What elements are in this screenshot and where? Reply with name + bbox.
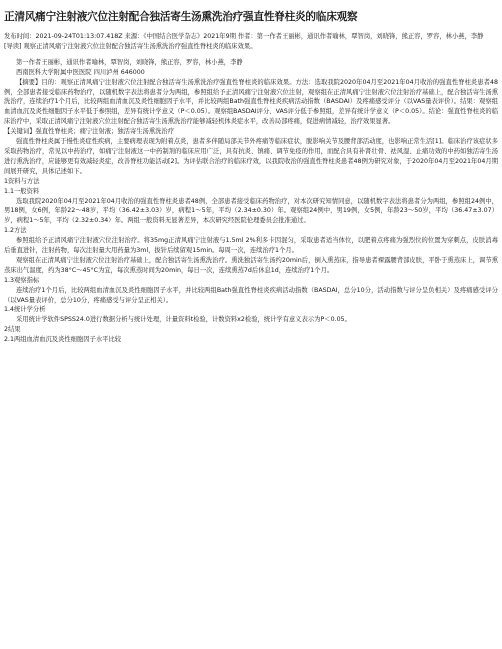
body-paragraph: 连续治疗1个月后，比较两组血清血沉及炎性细胞因子水平，并比较两组Bath强直性脊柱炎疾病活动指数（BASDAI，总分10分，活动指数与评分呈负相关）及疼痛感受评分（以VAS量表评价，总分10分，疼痛感受与评分呈正相关）。 bbox=[4, 286, 498, 304]
body-paragraph: 采用统计学软件SPSS24.0进行数据分析与统计处理，计量资料t检验，计数资料x2检验，统计学有意义表示为P＜0.05。 bbox=[16, 316, 351, 324]
abstract-paragraph: 【摘要】目的：观察正清风痛宁注射液穴位注射配合独活寄生汤熏洗治疗强直性脊柱炎的临床效果。方法：选取我院2020年04月至2021年04月收治的强直性脊柱炎患者48例，全部患者接受临床药物治疗，以随机数字表法将患者分为两组，参照组给予正清风痛宁注射液穴位注射，观察组在正清风痛宁注射液穴位注射治疗基础上，配合独活寄生汤熏洗治疗，连续治疗1个月后，比较两组血清血沉及炎性细胞因子水平，并比较两组Bath强直性脊柱炎疾病活动指数（BASDAI）及疼痛感受评分（以VAS量表评价）。结果：观察组血清血沉及炎性细胞因子水平低于参照组，差异有统计学意义（P＜0.05）。观察组BASDAI评分、VAS评分低于参照组，差异有统计学意义（P＜0.05）。结论：强直性脊柱炎的临床治疗中，采取正清风痛宁注射液穴位注射配合独活寄生汤熏洗治疗能够减轻机体炎症水平，改善局部疼痛，促进病情减轻，治疗效果显著。 bbox=[4, 78, 498, 126]
publish-meta: 发布时间：2021-09-24T01:13:07.418Z 来源：《中国结合医学杂志》2021年9期 作者：第一作者王丽彬，通讯作者喻林，覃智岗，刘晓锋，熊正容，罗容，林小燕，李静 bbox=[4, 33, 484, 40]
guide-line: [导读] 观察正清风痛宁注射液穴位注射配合独活寄生汤熏洗治疗强直性脊柱炎的临床效果。 bbox=[4, 42, 257, 50]
section-heading: 1资料与方法 bbox=[4, 177, 40, 185]
body-paragraph: 参照组给予正清风痛宁注射液穴位注射治疗。将35mg正清风痛宁注射液与1.5ml 2%利多卡因混匀，采取患者适当体位，以肥着点疼痛为强烈位的位置为穿刺点，皮肤消毒后垂直进针，注射药物，每次注射量大用药量为3ml，拔针后续留观15min。每周一次，连续治疗1个月。 bbox=[4, 237, 498, 255]
author-line: 第一作者王丽彬，通讯作者喻林，覃智岗，刘晓锋，熊正容，罗容，林小燕，李静 bbox=[16, 58, 243, 66]
subsection-heading: 1.1一般资料 bbox=[4, 187, 40, 195]
body-paragraph: 选取我院2020年04月至2021年04月收治的强直性脊柱炎患者48例，全部患者接受临床药物治疗，对本次研究知情同意，以随机数字表法将患者分为两组，参照组24例中，男18例，女6例，年龄22～48岁，平均（36.42±3.03）岁，病程1～5年，平均（2.34±0.30）年。观察组24例中，男19例，女5例，年龄23～50岁，平均（36.47±3.07）岁，病程1～5年，平均（2.32±0.34）年。两组一般资料无显著差异，本次研究经医院伦理委员会批准通过。 bbox=[4, 197, 498, 225]
section-heading: 2结果 bbox=[4, 326, 21, 334]
intro-paragraph: 强直性脊柱炎属于慢性炎症性疾病，主要病理表现为附着点炎，患者多伴随局部关节外疼痛等临床症状，脱影响关节及腰背部活动度，也影响正常生活[1]。临床治疗该症状多采取药物治疗，常见以中药治疗，如痛宁注射液这一中药制剂的临床应用广泛，具有抗炎、镇痛、调节免疫的作用，而配合具有补肾壮骨、祛风湿、止痛功效的中药如独活寄生汤进行熏洗治疗，应能够更有效减轻炎症，改善脊柱功能活动[2]。为评估联合治疗的临床疗效，以我院收治的强直性脊柱炎患者48例为研究对象，于2020年04月至2021年04月期间展开研究，具体记述如下。 bbox=[4, 138, 498, 175]
subsection-heading: 2.1两组血清血沉及炎性细胞因子水平比较 bbox=[4, 336, 122, 344]
affiliation-line: 西南医科大学附属中医医院 四川泸州 646000 bbox=[16, 68, 145, 76]
keywords-line: 【关键词】强直性脊柱炎；痛宁注射液；独活寄生汤熏洗治疗 bbox=[4, 128, 175, 136]
article-title: 正清风痛宁注射液穴位注射配合独活寄生汤熏洗治疗强直性脊柱炎的临床观察 bbox=[4, 11, 358, 23]
subsection-heading: 1.2方法 bbox=[4, 227, 27, 235]
subsection-heading: 1.3观察指标 bbox=[4, 276, 40, 284]
body-paragraph: 观察组在正清风痛宁注射液穴位注射治疗基础上，配合独活寄生汤熏洗治疗。熏洗独活寄生汤约20min后，倒入熏蒸床，指导患者裸露腰背部皮肤，平卧于熏蒸床上，调节熏蒸床出气温度，约为38°C～45°C为宜，每次熏蒸时间为20min，每日一次，连续熏蒸7d后休息1d，连续治疗1个月。 bbox=[4, 256, 498, 274]
subsection-heading: 1.4统计学分析 bbox=[4, 306, 46, 314]
